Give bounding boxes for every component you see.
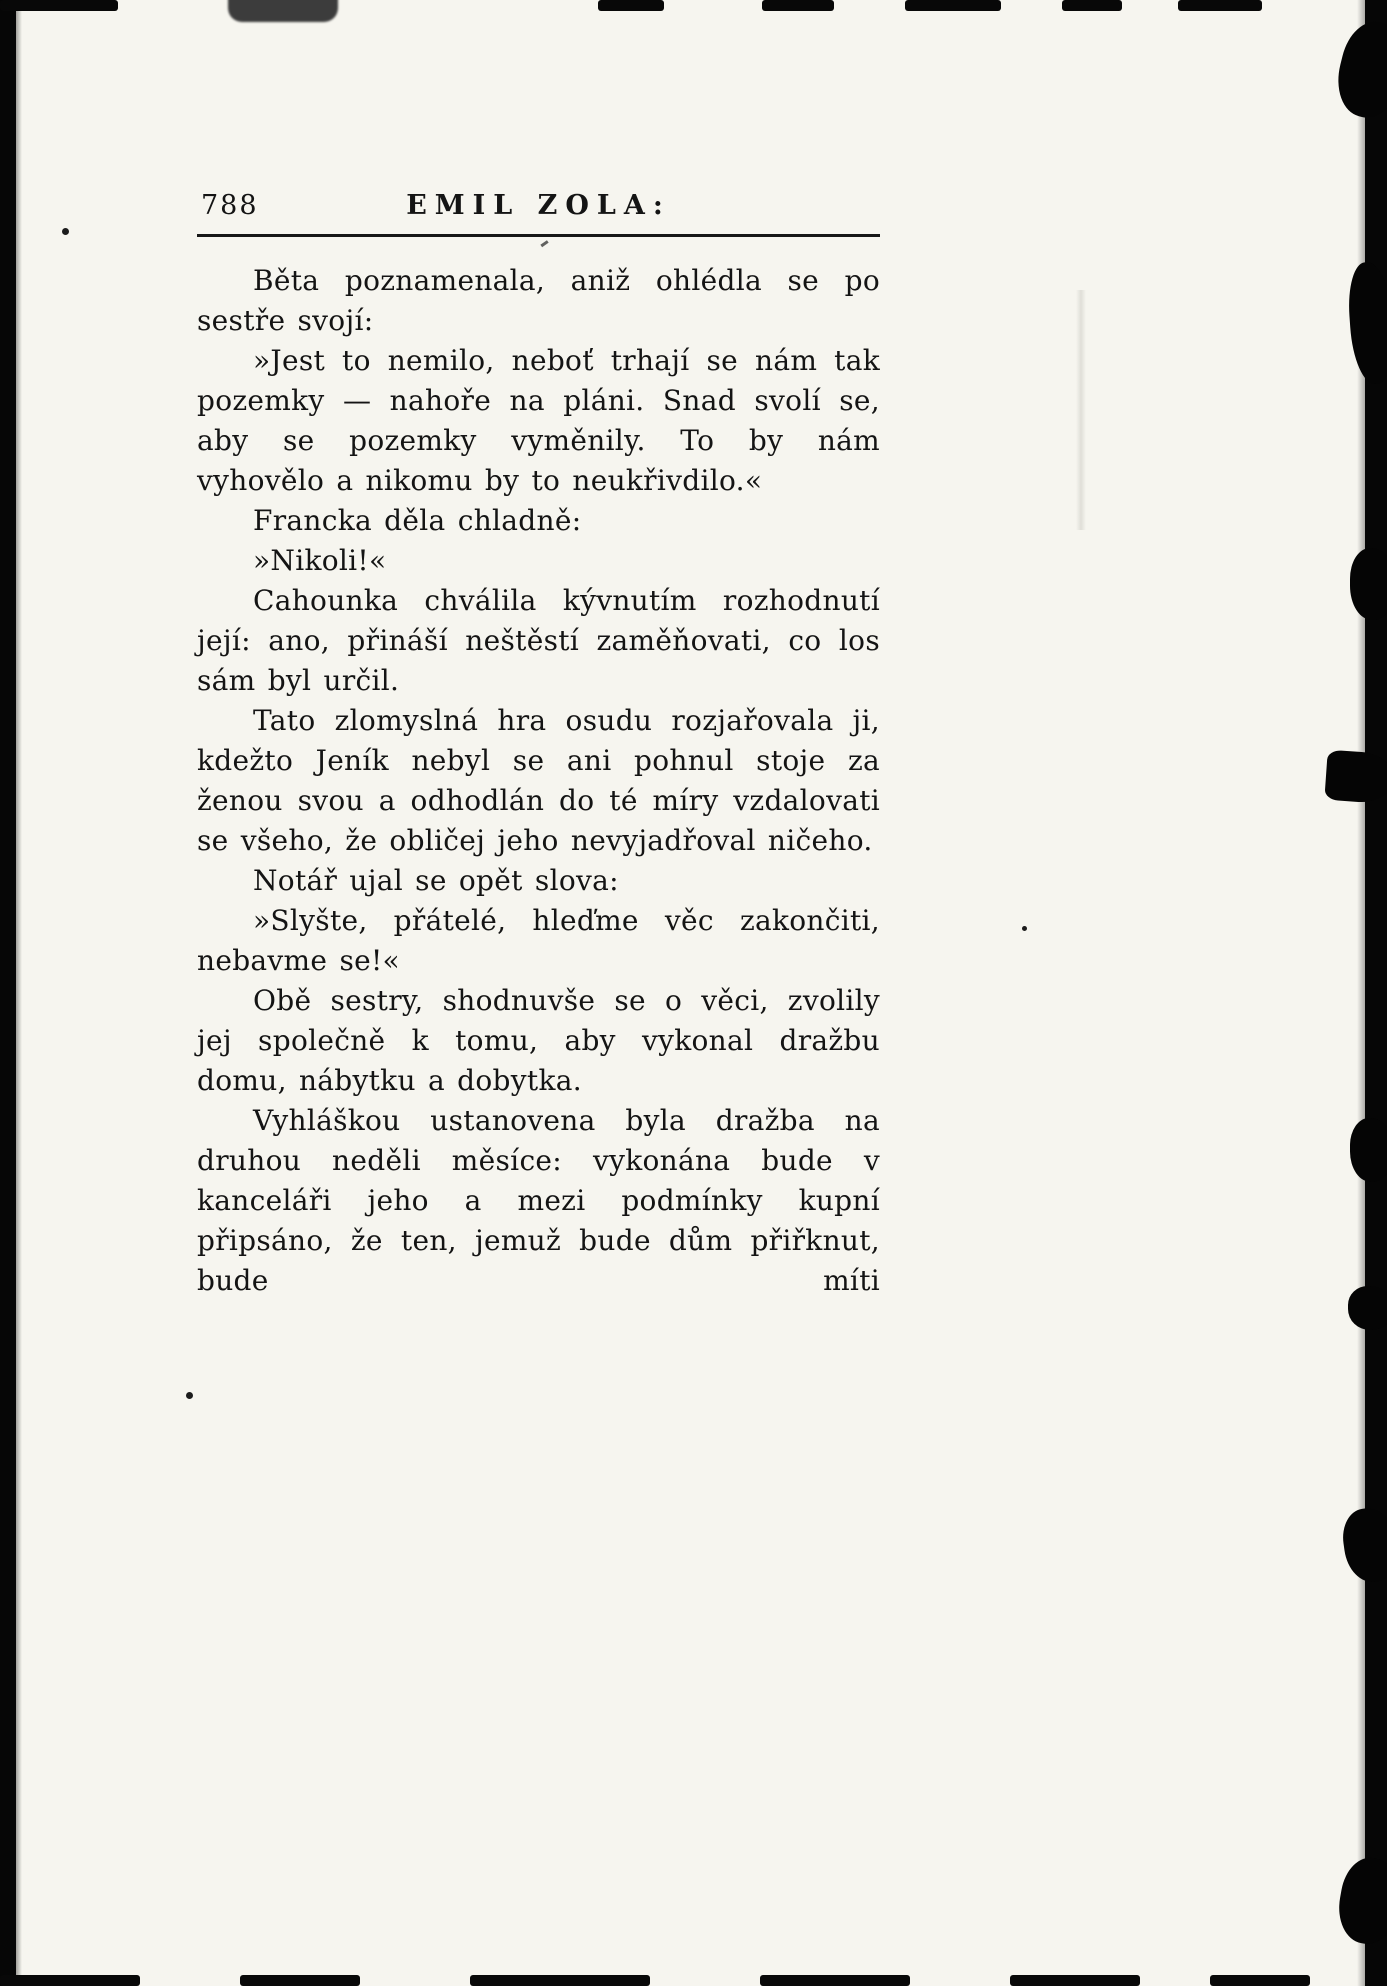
paragraph: Obě sestry, shodnuvše se o věci, zvolily jej společně k tomu, aby vykonal dražbu domu, nábytku a dobytka. — [197, 984, 880, 1097]
paragraph: Vyhláškou ustanovena byla dražba na druhou neděli měsíce: vykonána bude v kanceláři jeho a mezi podmínky kupní připsáno, že ten, jemuž bude dům přiřknut, bude míti — [197, 1104, 880, 1297]
running-header-title: EMIL ZOLA: — [406, 190, 671, 221]
scan-mark — [762, 0, 834, 11]
scan-speck — [1022, 926, 1027, 931]
paragraph: »Slyšte, přátelé, hleďme věc zakončiti, nebavme se!« — [197, 904, 880, 977]
paragraph: Notář ujal se opět slova: — [253, 864, 619, 897]
scan-mark — [470, 1975, 650, 1986]
binding-blob — [1346, 261, 1387, 386]
body-text — [197, 261, 880, 1301]
scan-mark — [0, 1975, 140, 1986]
scan-mark — [1210, 1975, 1310, 1986]
scan-mark — [1062, 0, 1122, 11]
binding-blob — [1324, 750, 1387, 805]
paragraph: Francka děla chladně: — [253, 504, 582, 537]
scan-mark — [0, 0, 118, 11]
scan-mark — [532, 229, 548, 248]
running-header — [197, 190, 880, 230]
paragraph: Tato zlomyslná hra osudu rozjařovala ji, kdežto Jeník nebyl se ani pohnul stoje za ženou svou a odhodlán do té míry vzdalovati se všeho, že obličej jeho nevyjadřoval ničeho. — [197, 704, 880, 857]
scan-mark — [598, 0, 664, 11]
binding-blob — [1339, 1505, 1387, 1586]
paragraph: »Jest to nemilo, neboť trhají se nám tak pozemky — nahoře na pláni. Snad svolí se, aby se pozemky vyměnily. To by nám vyhovělo a nikomu by to neukřivdilo.« — [197, 344, 880, 497]
binding-blob — [1329, 16, 1387, 125]
page-content — [197, 190, 880, 1301]
binding-blob — [1350, 548, 1387, 620]
page-number: 788 — [201, 190, 259, 221]
scan-edge-left — [0, 0, 16, 1986]
paragraph: Cahounka chválila kývnutím rozhodnutí její: ano, přináší neštěstí zaměňovati, co los sám byl určil. — [197, 584, 880, 697]
binding-blob — [1350, 1118, 1387, 1182]
scan-mark — [240, 1975, 360, 1986]
scan-mark — [1010, 1975, 1140, 1986]
paragraph: Běta poznamenala, aniž ohlédla se po sestře svojí: — [197, 264, 880, 337]
binding-blob — [1348, 1286, 1387, 1330]
scan-mark — [1178, 0, 1262, 11]
binding-blob — [1333, 1853, 1387, 1948]
scan-speck — [62, 228, 69, 235]
scan-smudge — [228, 0, 338, 22]
scan-mark — [905, 0, 1001, 11]
paragraph: »Nikoli!« — [253, 544, 387, 577]
scan-speck — [186, 1392, 193, 1399]
scan-crease — [1076, 290, 1086, 530]
scan-mark — [760, 1975, 910, 1986]
